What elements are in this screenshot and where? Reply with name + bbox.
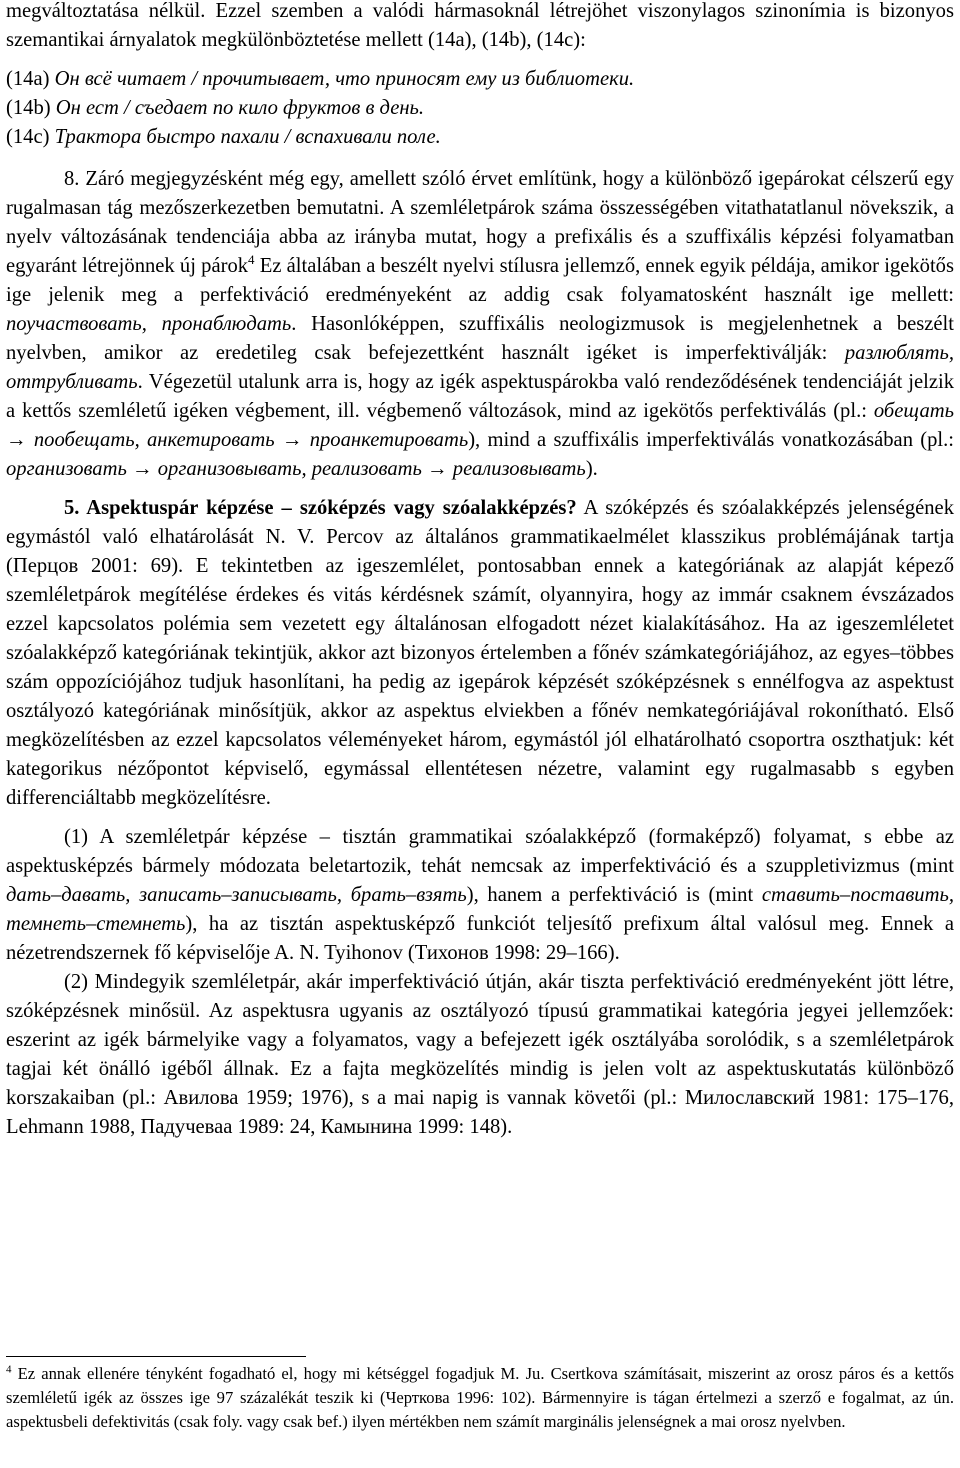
document-page (6, 0, 954, 1142)
footnote-number: 4 (6, 1363, 12, 1376)
example-list (6, 65, 954, 152)
paragraph-2: (2) Mindegyik szemléletpár, akár imperfektiváció útján, akár tiszta perfektiváció eredményeként jött létre, szóképzésnek minősül. Az aspektusra ugyanis az osztályozó típusú grammatikai kategória jegyei jellemzőek: eszerint az igék bármelyike vagy a folyamatos, vagy a befejezett igék osztályába sorolódik, s a szemléletpárok tagjai két önálló igéből állnak. Ez a fajta megközelítés mindig is jelen volt az aspektuskutatás különböző korszakaiban (pl.: Авилова 1959; 1976), s a mai napig is vannak követői (pl.: Милославский 1981: 175–176, Lehmann 1988, Падучеваа 1989: 24, Камынина 1999: 148). (6, 971, 954, 1138)
paragraph-1: (1) A szemléletpár képzése – tisztán grammatikai szóalakképző (formaképző) folyamat, s ebbe az aspektusképzés bármely módozata beletartozik, tehát nemcsak az imperfektiváció és a szuppletivizmus (mint дать–давать, записать–записывать, брать–взять), hanem a perfektiváció is (mint ставить–поставить, темнеть–стемнеть), ha az tisztán aspektusképző funkciót teljesítő prefixum által valósul meg. Ennek a nézetrendszernek fő képviselője A. N. Tyihonov (Тихонов 1998: 29–166). (6, 826, 954, 964)
example-14a: (14a) Он всё читает / прочитывает, что приносят ему из библиотеки. (6, 68, 635, 90)
paragraph-5: 5. Aspektuspár képzése – szóképzés vagy szóalakképzés? A szóképzés és szóalakképzés jelenségének egymástól való elhatárolását N. V. Percov az általános grammatikaelmélet klasszikus problémájának tartja (Перцов 2001: 69). E tekintetben az igeszemlélet, pontosabban ennek a kategóriának az alapját képező szemléletpárok megítélése érdekes és vitás kérdésnek számít, olyannyira, hogy az immár csaknem évszázados ezzel kapcsolatos polémia sem vezetett egy általánosan elfogadott nézet kialakításához. Ha az igeszemléletet szóalakképző kategóriának tekintjük, akkor azt bizonyos értelemben a főnév számkategóriájához, az egyes–többes szám oppozíciójához tudjuk hasonlítani, ha pedig az igepárok képzését szóképzésnek s ennélfogva az aspektust osztályozó kategóriának minősítjük, akkor az aspektus elviekben a főnév nemkategóriájával rokonítható. Első megközelítésben az ezzel kapcsolatos véleményeket három, egymástól jól elhatárolható csoportra oszthatjuk: két kategorikus nézőpontot képviselő, egymással ellentétesen nézetre, valamint egy rugalmasabb s egyben differenciáltabb megközelítésre. (6, 497, 954, 809)
footnote-ref[interactable]: 4 (248, 252, 255, 268)
paragraph-intro: megváltoztatása nélkül. Ezzel szemben a valódi hármasoknál létrejöhet viszonylagos szinonímia is bizonyos szemantikai árnyalatok megkülönböztetése mellett (14a), (14b), (14c): (6, 0, 954, 51)
footnote-divider (6, 1356, 306, 1357)
footnote: $^4$ Ez annak ellenére tényként fogadható el, hogy mi kétséggel fogadjuk M. Ju. Csertkova számításait, miszerint az orosz páros és a kettős szemléletű igék az összes ige 97 százalékát teszik ki (Черткова 1996: 102). Bármennyire is tágan értelmezi a szerző e fogalmat, az ún. aspektusbeli defektivitás (csak foly. vagy csak bef.) ilyen mértékben nem számít marginális jelenségnek a mai orosz nyelvben. (6, 1363, 954, 1431)
paragraph-8: 8. Záró megjegyzésként még egy, amellett szóló érvet említünk, hogy a különböző igepárokat célszerű egy rugalmasan tág mezőszerkezetben bemutatni. A szemléletpárok száma összességében vitathatatlanul növekszik, a nyelv változásának tendenciája abba az irányba mutat, hogy a prefixális és a szuffixális képzési folyamatban egyaránt létrejönnek új párok$^4$ Ez általában a beszélt nyelvi stílusra jellemző, ennek egyik példája, amikor igekötős ige jelenik meg a perfektiváció eredményeként az addig csak folyamatosként használt ige mellett: поучаствовать, пронаблюдать. Hasonlóképpen, szuffixális neologizmusok is megjelenhetnek a beszélt nyelvben, amikor az eredetileg csak befejezettként használt igéket is imperfektiválják: разлюблять, оттрубливать. Végezetül utalunk arra is, hogy az igék aspektuspárokba való rendeződésének tendenciáját jelzik a kettős szemléletű igéken végbement, ill. végbemenő változások, mind az igekötős perfektiválás (pl.: обещать → пообещать, анкетировать → проанкетировать), mind a szuffixális imperfektiválás vonatkozásában (pl.: организовать → организовывать, реализовать → реализовывать). (6, 168, 955, 480)
section-heading: 5. Aspektuspár képzése – szóképzés vagy szóalakképzés? (64, 497, 577, 519)
example-14c: (14c) Трактора быстро пахали / вспахивали поле. (6, 126, 441, 148)
example-14b: (14b) Он ест / съедает по кило фруктов в день. (6, 97, 425, 119)
